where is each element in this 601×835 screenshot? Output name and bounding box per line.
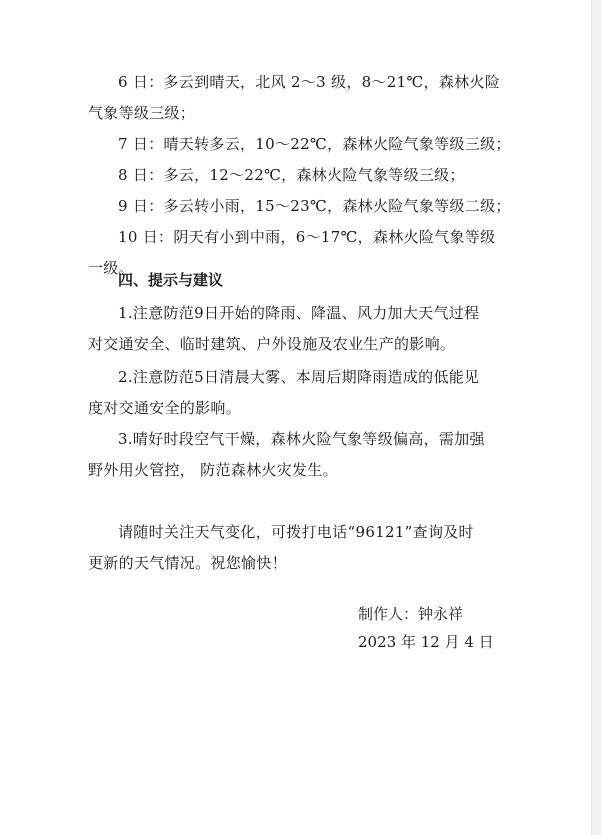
forecast-day6-line1: 6 日：多云到晴天，北风 2～3 级，8～21℃，森林火险 [118, 73, 501, 91]
forecast-day10-line2: 一级。 [88, 259, 134, 277]
forecast-day8-line: 8 日：多云，12～22℃，森林火险气象等级三级； [118, 166, 465, 184]
forecast-day6-line2: 气象等级三级； [88, 104, 196, 122]
tip-2-line2: 度对交通安全的影响。 [88, 399, 242, 417]
page-edge [591, 0, 601, 835]
tip-2 [88, 362, 508, 424]
forecast-day6 [88, 67, 508, 129]
forecast-day9-line: 9 日：多云转小雨，15～23℃，森林火险气象等级二级； [118, 197, 511, 215]
tip-1 [88, 298, 508, 360]
forecast-day10-line1: 10 日：阴天有小到中雨，6～17℃，森林火险气象等级 [118, 228, 496, 246]
tip-2-line1: 2.注意防范5日清晨大雾、本周后期降雨造成的低能见 [118, 368, 480, 386]
tip-3-line1: 3.晴好时段空气干燥，森林火险气象等级偏高，需加强 [118, 430, 485, 448]
forecast-day7-line: 7 日：晴天转多云，10～22℃，森林火险气象等级三级； [118, 135, 511, 153]
forecast-day8 [88, 160, 508, 191]
author-line: 制作人：钟永祥 [358, 605, 464, 623]
date-line: 2023 年 12 月 4 日 [358, 633, 494, 651]
tip-1-line1: 1.注意防范9日开始的降雨、降温、风力加大天气过程 [118, 304, 480, 322]
closing-line2: 更新的天气情况。祝您愉快！ [88, 554, 287, 572]
closing-line1: 请随时关注天气变化，可拨打电话“96121”查询及时 [118, 523, 474, 541]
forecast-day9 [88, 191, 511, 222]
closing-paragraph [88, 517, 508, 579]
section-heading: 四、提示与建议 [118, 271, 224, 289]
tip-3-line2: 野外用火管控， 防范森林火灾发生。 [88, 461, 338, 479]
forecast-day7 [88, 129, 511, 160]
tip-1-line2: 对交通安全、临时建筑、户外设施及农业生产的影响。 [88, 335, 456, 353]
tip-3 [88, 424, 508, 486]
